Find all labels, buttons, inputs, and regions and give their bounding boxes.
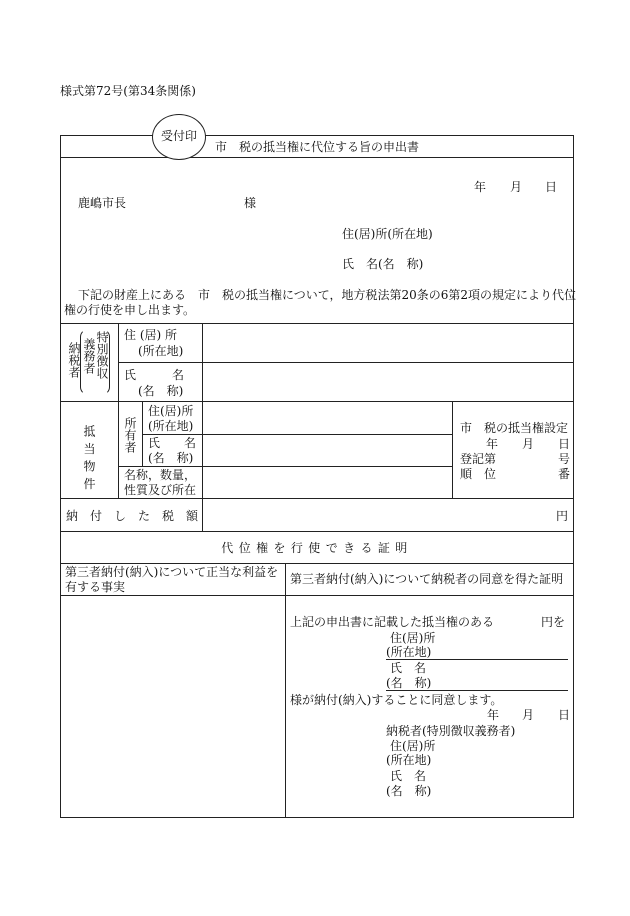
property-details-label-2: 性質及び所在 bbox=[124, 483, 197, 497]
taxpayer-paren-label-2: 義務者 bbox=[82, 338, 96, 374]
form-number: 様式第72号(第34条関係) bbox=[60, 84, 196, 98]
proof-left-header-2: 有する事実 bbox=[65, 580, 126, 594]
addressee-sama: 様 bbox=[244, 196, 257, 210]
intro-line-1: 下記の財産上にある 市 税の抵当権について，地方税法第20条の6第2項の規定により代位 bbox=[78, 288, 577, 302]
tax-amount-label: 納 付 し た 税 額 bbox=[66, 509, 199, 523]
mortgage-day: 日 bbox=[558, 437, 571, 451]
payer-address-label: 住(居)所 bbox=[390, 631, 436, 645]
consent-taxpayer-name: 氏 名 bbox=[390, 769, 427, 783]
consent-year: 年 bbox=[487, 708, 500, 722]
owner-address-label-2: (所在地) bbox=[148, 419, 194, 433]
proof-title-line bbox=[60, 563, 574, 564]
taxpayer-name-label-2: (名 称) bbox=[138, 384, 184, 398]
registration-go: 号 bbox=[558, 452, 571, 466]
property-label: 抵当物件 bbox=[82, 425, 96, 495]
consent-month: 月 bbox=[522, 708, 535, 722]
proof-title: 代位権を行使できる証明 bbox=[221, 541, 413, 555]
property-right-line bbox=[452, 401, 453, 498]
header-year: 年 bbox=[474, 180, 487, 194]
payer-name-label-2: (名 称) bbox=[386, 676, 432, 690]
owner-address-label: 住(居)所 bbox=[148, 404, 194, 418]
taxpayer-address-label-2: (所在地) bbox=[138, 344, 184, 358]
owner-mid-line bbox=[142, 434, 452, 435]
consent-taxpayer-address-2: (所在地) bbox=[386, 753, 432, 767]
property-col-line bbox=[118, 401, 119, 498]
owner-label: 所有者 bbox=[123, 417, 137, 453]
taxpayer-mid-line bbox=[118, 362, 574, 363]
owner-name-label-2: (名 称) bbox=[148, 451, 194, 465]
payer-name-underline bbox=[386, 690, 568, 691]
applicant-name-label: 氏 名(名 称) bbox=[342, 257, 424, 271]
mortgage-setting-label: 市 税の抵当権設定 bbox=[460, 421, 569, 435]
title-divider bbox=[60, 157, 574, 158]
consent-taxpayer-address: 住(居)所 bbox=[390, 739, 436, 753]
taxpayer-paren-label-1: 特別徴収 bbox=[95, 331, 109, 379]
consent-yen: 円を bbox=[541, 615, 566, 629]
proof-col-line bbox=[285, 563, 286, 818]
taxpayer-top-line bbox=[60, 323, 574, 324]
taxpayer-address-label: 住 (居) 所 bbox=[124, 328, 177, 342]
taxpayer-name-label: 氏 名 bbox=[124, 368, 185, 382]
applicant-address-label: 住(居)所(所在地) bbox=[342, 227, 433, 241]
intro-line-2: 権の行使を申し出ます。 bbox=[64, 303, 196, 317]
tax-amount-unit: 円 bbox=[556, 509, 569, 523]
property-details-label: 名称，数量， bbox=[124, 468, 197, 482]
mortgage-month: 月 bbox=[522, 437, 535, 451]
tax-amount-bottom-line bbox=[60, 531, 574, 532]
reception-stamp: 受付印 bbox=[152, 114, 206, 160]
proof-left-header: 第三者納付(納入)について正当な利益を bbox=[65, 565, 279, 579]
form-title: 市 税の抵当権に代位する旨の申出書 bbox=[214, 140, 419, 154]
property-value-line bbox=[202, 401, 203, 498]
consent-line-1: 上記の申出書に記載した抵当権のある bbox=[290, 615, 495, 629]
mortgage-year: 年 bbox=[486, 437, 499, 451]
addressee: 鹿嶋市長 bbox=[78, 196, 127, 210]
property-bottom-line bbox=[60, 498, 574, 499]
consent-taxpayer-label: 納税者(特別徴収義務者) bbox=[386, 724, 516, 738]
proof-right-header: 第三者納付(納入)について納税者の同意を得た証明 bbox=[290, 572, 564, 586]
proof-header-line bbox=[60, 595, 574, 596]
taxpayer-outer-label: 納税者 bbox=[67, 342, 81, 378]
rank-ban: 番 bbox=[558, 467, 571, 481]
payer-name-label: 氏 名 bbox=[390, 661, 427, 675]
registration-label: 登記第 bbox=[460, 452, 497, 466]
consent-line-2: 様が納付(納入)することに同意します。 bbox=[290, 693, 503, 707]
taxpayer-bottom-line bbox=[60, 401, 574, 402]
owner-bottom-line bbox=[118, 466, 452, 467]
consent-taxpayer-name-2: (名 称) bbox=[386, 784, 432, 798]
tax-amount-col-line bbox=[202, 498, 203, 531]
owner-name-label: 氏 名 bbox=[148, 436, 197, 450]
header-day: 日 bbox=[545, 180, 558, 194]
header-month: 月 bbox=[510, 180, 523, 194]
consent-day: 日 bbox=[558, 708, 571, 722]
rank-label: 順 位 bbox=[460, 467, 497, 481]
payer-address-underline bbox=[386, 659, 568, 660]
payer-address-label-2: (所在地) bbox=[386, 645, 432, 659]
